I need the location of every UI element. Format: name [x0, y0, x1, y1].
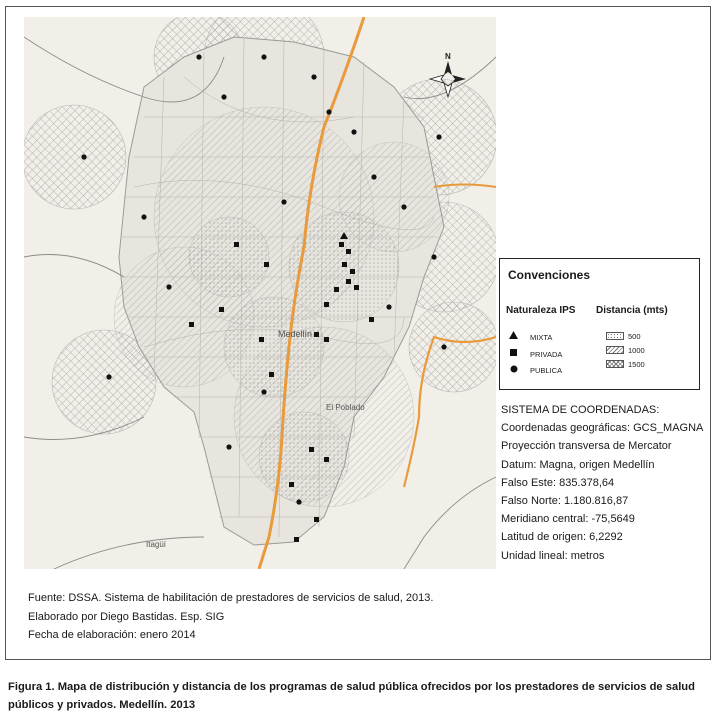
- figure-caption: Figura 1. Mapa de distribución y distancia de los programas de salud pública ofrecidos por los prestadores de servicios de salud públicos y privados. Medellín. 2013: [8, 681, 695, 711]
- triangle-symbol: [509, 331, 518, 340]
- crs-line: Latitud de origen: 6,2292: [501, 531, 623, 544]
- legend-distance-heading: Distancia (mts): [596, 305, 668, 316]
- footer-author: Elaborado por Diego Bastidas. Esp. SIG: [28, 610, 225, 623]
- square-symbol: [510, 349, 518, 357]
- legend-mixta-label: MIXTA: [530, 333, 553, 342]
- coordinate-system: [501, 401, 711, 565]
- map-legend: [499, 258, 700, 390]
- legend-1500-label: 1500: [628, 360, 645, 369]
- crs-line: Falso Norte: 1.180.816,87: [501, 495, 629, 508]
- swatch-1500: [606, 360, 624, 368]
- swatch-1000: [606, 346, 624, 354]
- legend-ips-heading: Naturaleza IPS: [506, 305, 576, 316]
- legend-1000-label: 1000: [628, 346, 645, 355]
- crs-line: Proyección transversa de Mercator: [501, 440, 672, 453]
- footer-date: Fecha de elaboración: enero 2014: [28, 629, 196, 641]
- crs-line: Coordenadas geográficas: GCS_MAGNA: [501, 422, 704, 435]
- crs-heading: SISTEMA DE COORDENADAS:: [501, 404, 660, 416]
- footer-source: Fuente: DSSA. Sistema de habilitación de prestadores de servicios de salud, 2013.: [28, 592, 434, 604]
- map: [24, 17, 496, 569]
- north-arrow-label: N: [445, 52, 451, 61]
- map-canvas: [24, 17, 496, 569]
- figure-frame: [5, 6, 711, 660]
- legend-publica-label: PUBLICA: [530, 366, 563, 375]
- crs-line: Meridiano central: -75,5649: [501, 513, 635, 526]
- legend-500-label: 500: [628, 332, 641, 341]
- legend-privada-label: PRIVADA: [530, 350, 563, 359]
- crs-line: Falso Este: 835.378,64: [501, 476, 615, 489]
- map-footer: [28, 589, 433, 645]
- crs-line: Datum: Magna, origen Medellín: [501, 458, 655, 471]
- label-medellin: Medellín: [278, 329, 313, 339]
- swatch-500: [606, 332, 624, 340]
- label-itagui: Itagüí: [146, 540, 167, 549]
- circle-symbol: [510, 365, 518, 373]
- legend-title: Convenciones: [508, 268, 591, 282]
- crs-line: Unidad lineal: metros: [501, 549, 605, 562]
- label-el-poblado: El Poblado: [326, 403, 365, 412]
